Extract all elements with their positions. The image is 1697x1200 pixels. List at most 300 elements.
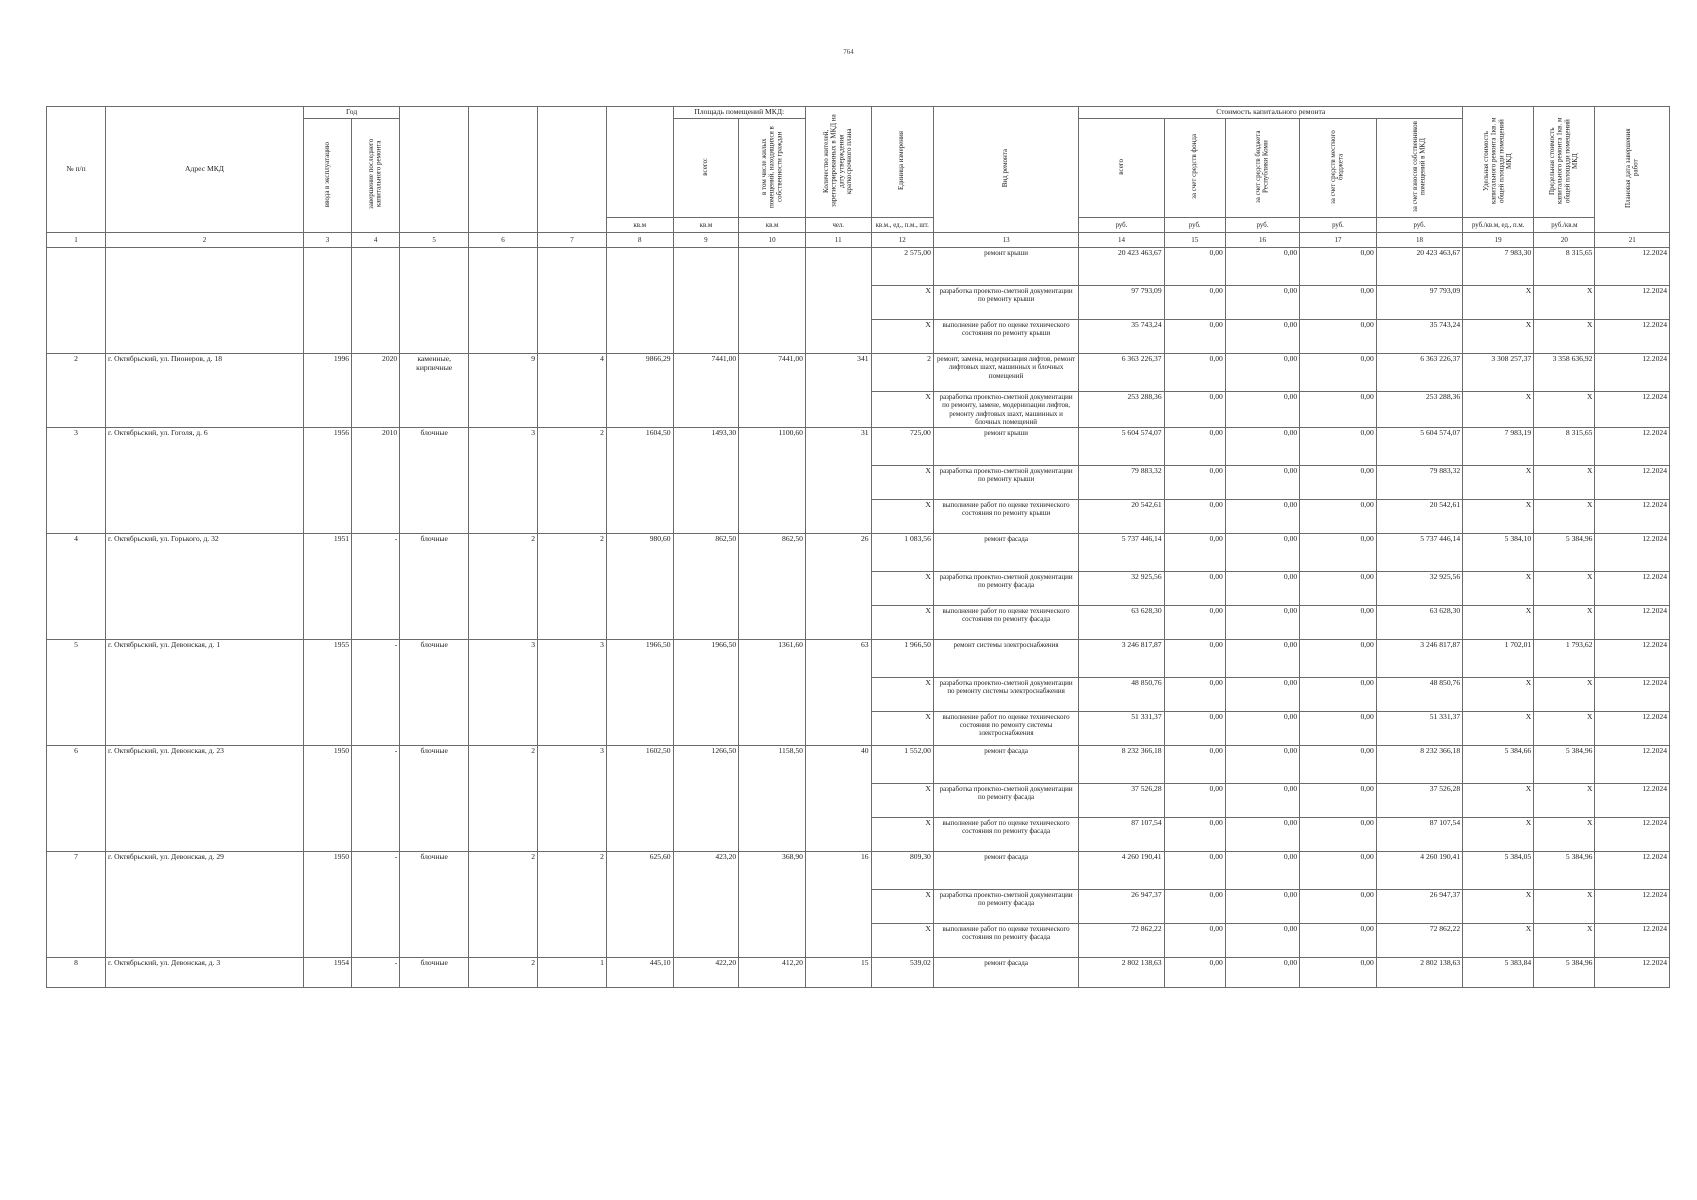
cost-local: 0,00 (1300, 533, 1377, 571)
max-cost: X (1534, 711, 1595, 745)
planned-date: 12.2024 (1595, 783, 1670, 817)
column-number: 5 (400, 233, 469, 248)
house-address: г. Октябрьский, ул. Горького, д. 32 (106, 533, 304, 639)
work-unit-value: X (871, 320, 933, 354)
cost-owners: 5 737 446,14 (1376, 533, 1462, 571)
specific-cost: X (1463, 605, 1534, 639)
specific-cost: X (1463, 711, 1534, 745)
cost-republic: 0,00 (1225, 889, 1299, 923)
cost-total: 63 628,30 (1079, 605, 1164, 639)
max-cost: X (1534, 889, 1595, 923)
work-type: выполнение работ по оценке технического состояния по ремонту крыши (933, 499, 1078, 533)
unit-cost-local: руб. (1300, 218, 1377, 233)
unit-specific-cost: руб./кв.м, ед., п.м. (1463, 218, 1534, 233)
cost-fund: 0,00 (1164, 354, 1225, 392)
cost-fund: 0,00 (1164, 851, 1225, 889)
column-number: 18 (1376, 233, 1462, 248)
area-total: 1966,50 (673, 639, 739, 745)
column-number: 11 (805, 233, 871, 248)
cost-fund: 0,00 (1164, 320, 1225, 354)
cost-owners: 72 862,22 (1376, 923, 1462, 957)
resident-count: 341 (805, 354, 871, 427)
work-unit-value: 1 966,50 (871, 639, 933, 677)
col-cost-local-header: за счет средств местного бюджета (1300, 118, 1377, 218)
specific-cost: X (1463, 286, 1534, 320)
work-type: разработка проектно-сметной документации по ремонту фасада (933, 571, 1078, 605)
planned-date: 12.2024 (1595, 889, 1670, 923)
col-max-cost-header: Предельная стоимость капитального ремонта 1кв. м общей площади помещений МКД (1534, 107, 1595, 218)
max-cost: X (1534, 392, 1595, 427)
column-number: 1 (47, 233, 106, 248)
work-unit-value: 1 083,56 (871, 533, 933, 571)
year-last-repair: - (352, 533, 400, 639)
cost-owners: 6 363 226,37 (1376, 354, 1462, 392)
col-year-repair-header: завершение последнего капитального ремонта (352, 118, 400, 233)
entrance-count: 2 (538, 533, 607, 639)
column-number: 4 (352, 233, 400, 248)
year-built: 1954 (303, 957, 351, 987)
work-unit-value: 539,02 (871, 957, 933, 987)
work-type: разработка проектно-сметной документации по ремонту, замене, модернизации лифтов, ремонту лифтовых шахт, машинных и блочных помещений (933, 392, 1078, 427)
specific-cost: 7 983,30 (1463, 248, 1534, 286)
cost-local: 0,00 (1300, 465, 1377, 499)
column-number: 8 (606, 233, 673, 248)
cost-total: 51 331,37 (1079, 711, 1164, 745)
year-last-repair: - (352, 957, 400, 987)
column-number: 14 (1079, 233, 1164, 248)
resident-count: 40 (805, 745, 871, 851)
total-area: 1602,50 (606, 745, 673, 851)
planned-date: 12.2024 (1595, 851, 1670, 889)
entrance-count: 4 (538, 354, 607, 427)
column-number: 19 (1463, 233, 1534, 248)
cost-owners: 26 947,37 (1376, 889, 1462, 923)
cost-republic: 0,00 (1225, 499, 1299, 533)
column-number: 20 (1534, 233, 1595, 248)
cost-local: 0,00 (1300, 286, 1377, 320)
work-type: выполнение работ по оценке технического состояния по ремонту фасада (933, 817, 1078, 851)
col-year-group-header: Год (303, 107, 399, 119)
wall-material: блочные (400, 639, 469, 745)
table-row (47, 248, 1670, 286)
cost-owners: 48 850,76 (1376, 677, 1462, 711)
col-cost-republic-header: за счет средств бюджета Республики Коми (1225, 118, 1299, 218)
col-specific-cost-header: Удельная стоимость капитального ремонта 1кв. м общей площади помещений МКД (1463, 107, 1534, 218)
cost-republic: 0,00 (1225, 745, 1299, 783)
year-last-repair: - (352, 745, 400, 851)
row-index: 7 (47, 851, 106, 957)
planned-date: 12.2024 (1595, 957, 1670, 987)
cost-total: 97 793,09 (1079, 286, 1164, 320)
cost-local: 0,00 (1300, 427, 1377, 465)
cost-total: 35 743,24 (1079, 320, 1164, 354)
col-material-header (400, 107, 469, 233)
work-type: разработка проектно-сметной документации по ремонту крыши (933, 465, 1078, 499)
total-area: 1966,50 (606, 639, 673, 745)
area-residential (739, 248, 806, 354)
total-area: 1604,50 (606, 427, 673, 533)
cost-fund: 0,00 (1164, 465, 1225, 499)
entrance-count (538, 248, 607, 354)
col-area-total-header: всего: (673, 118, 739, 218)
cost-total: 3 246 817,87 (1079, 639, 1164, 677)
specific-cost: X (1463, 571, 1534, 605)
work-type: выполнение работ по оценке технического состояния по ремонту фасада (933, 923, 1078, 957)
cost-fund: 0,00 (1164, 499, 1225, 533)
cost-fund: 0,00 (1164, 427, 1225, 465)
cost-local: 0,00 (1300, 248, 1377, 286)
specific-cost: 5 384,10 (1463, 533, 1534, 571)
wall-material: каменные, кирпичные (400, 354, 469, 427)
column-number: 16 (1225, 233, 1299, 248)
max-cost: 5 384,96 (1534, 957, 1595, 987)
planned-date: 12.2024 (1595, 286, 1670, 320)
row-index (47, 248, 106, 354)
specific-cost: X (1463, 677, 1534, 711)
page-number: 764 (843, 48, 854, 56)
resident-count: 15 (805, 957, 871, 987)
col-unit-header: Единица измерения (871, 107, 933, 218)
entrance-count: 2 (538, 851, 607, 957)
cost-republic: 0,00 (1225, 427, 1299, 465)
cost-republic: 0,00 (1225, 711, 1299, 745)
max-cost: X (1534, 605, 1595, 639)
cost-republic: 0,00 (1225, 817, 1299, 851)
cost-republic: 0,00 (1225, 533, 1299, 571)
cost-fund: 0,00 (1164, 639, 1225, 677)
work-type: ремонт фасада (933, 957, 1078, 987)
cost-total: 5 604 574,07 (1079, 427, 1164, 465)
column-number: 17 (1300, 233, 1377, 248)
specific-cost: 1 702,01 (1463, 639, 1534, 677)
total-area: 9866,29 (606, 354, 673, 427)
cost-republic: 0,00 (1225, 392, 1299, 427)
cost-fund: 0,00 (1164, 745, 1225, 783)
area-total: 423,20 (673, 851, 739, 957)
cost-owners: 63 628,30 (1376, 605, 1462, 639)
area-total: 7441,00 (673, 354, 739, 427)
work-unit-value: X (871, 923, 933, 957)
floor-count: 2 (469, 957, 538, 987)
cost-owners: 253 288,36 (1376, 392, 1462, 427)
column-number: 6 (469, 233, 538, 248)
resident-count: 16 (805, 851, 871, 957)
col-area-group-header: Площадь помещений МКД: (673, 107, 805, 119)
cost-republic: 0,00 (1225, 465, 1299, 499)
col-num-header: № п/п (47, 107, 106, 233)
cost-republic: 0,00 (1225, 605, 1299, 639)
col-planned-date-header: Плановая дата завершения работ (1595, 107, 1670, 233)
work-unit-value: X (871, 571, 933, 605)
area-total: 422,20 (673, 957, 739, 987)
cost-total: 20 542,61 (1079, 499, 1164, 533)
entrance-count: 3 (538, 639, 607, 745)
cost-total: 8 232 366,18 (1079, 745, 1164, 783)
max-cost: X (1534, 571, 1595, 605)
year-last-repair: 2020 (352, 354, 400, 427)
work-unit-value: X (871, 286, 933, 320)
row-index: 8 (47, 957, 106, 987)
cost-owners: 20 423 463,67 (1376, 248, 1462, 286)
cost-fund: 0,00 (1164, 711, 1225, 745)
unit-area-residential: кв.м (739, 218, 806, 233)
floor-count: 3 (469, 427, 538, 533)
max-cost: X (1534, 320, 1595, 354)
table-row (47, 851, 1670, 889)
cost-total: 48 850,76 (1079, 677, 1164, 711)
area-residential: 7441,00 (739, 354, 806, 427)
cost-local: 0,00 (1300, 571, 1377, 605)
area-residential: 1158,50 (739, 745, 806, 851)
work-unit-value: X (871, 605, 933, 639)
cost-total: 32 925,56 (1079, 571, 1164, 605)
cost-local: 0,00 (1300, 354, 1377, 392)
column-number: 9 (673, 233, 739, 248)
cost-local: 0,00 (1300, 783, 1377, 817)
cost-total: 4 260 190,41 (1079, 851, 1164, 889)
max-cost: 1 793,62 (1534, 639, 1595, 677)
table-row (47, 427, 1670, 465)
max-cost: X (1534, 783, 1595, 817)
cost-republic: 0,00 (1225, 957, 1299, 987)
house-address: г. Октябрьский, ул. Девонская, д. 1 (106, 639, 304, 745)
work-unit-value: 2 (871, 354, 933, 392)
wall-material (400, 248, 469, 354)
wall-material: блочные (400, 533, 469, 639)
row-index: 6 (47, 745, 106, 851)
unit-cost-fund: руб. (1164, 218, 1225, 233)
floor-count: 3 (469, 639, 538, 745)
cost-owners: 20 542,61 (1376, 499, 1462, 533)
area-residential: 1100,60 (739, 427, 806, 533)
house-address: г. Октябрьский, ул. Пионеров, д. 18 (106, 354, 304, 427)
cost-republic: 0,00 (1225, 923, 1299, 957)
planned-date: 12.2024 (1595, 320, 1670, 354)
cost-local: 0,00 (1300, 817, 1377, 851)
total-area: 980,60 (606, 533, 673, 639)
cost-fund: 0,00 (1164, 783, 1225, 817)
planned-date: 12.2024 (1595, 499, 1670, 533)
col-area-residential-header: в том числе жилых помещений, находящихся в собственности граждан (739, 118, 806, 218)
planned-date: 12.2024 (1595, 392, 1670, 427)
cost-local: 0,00 (1300, 745, 1377, 783)
resident-count (805, 248, 871, 354)
max-cost: 5 384,96 (1534, 533, 1595, 571)
cost-republic: 0,00 (1225, 851, 1299, 889)
col-total-area-header (606, 107, 673, 218)
year-last-repair: 2010 (352, 427, 400, 533)
cost-local: 0,00 (1300, 889, 1377, 923)
cost-fund: 0,00 (1164, 923, 1225, 957)
year-built: 1996 (303, 354, 351, 427)
work-type: разработка проектно-сметной документации по ремонту фасада (933, 783, 1078, 817)
work-type: ремонт крыши (933, 427, 1078, 465)
year-last-repair (352, 248, 400, 354)
cost-republic: 0,00 (1225, 677, 1299, 711)
col-cost-fund-header: за счет средств фонда (1164, 118, 1225, 218)
cost-total: 253 288,36 (1079, 392, 1164, 427)
unit-residents: чел. (805, 218, 871, 233)
unit-total-area: кв.м (606, 218, 673, 233)
unit-max-cost: руб./кв.м (1534, 218, 1595, 233)
column-number: 10 (739, 233, 806, 248)
row-index: 4 (47, 533, 106, 639)
year-built: 1950 (303, 851, 351, 957)
column-number: 7 (538, 233, 607, 248)
max-cost: X (1534, 677, 1595, 711)
cost-total: 20 423 463,67 (1079, 248, 1164, 286)
max-cost: X (1534, 499, 1595, 533)
cost-local: 0,00 (1300, 320, 1377, 354)
cost-total: 37 526,28 (1079, 783, 1164, 817)
planned-date: 12.2024 (1595, 605, 1670, 639)
planned-date: 12.2024 (1595, 354, 1670, 392)
work-unit-value: 2 575,00 (871, 248, 933, 286)
column-number: 3 (303, 233, 351, 248)
floor-count: 9 (469, 354, 538, 427)
unit-area-total: кв.м (673, 218, 739, 233)
cost-total: 5 737 446,14 (1079, 533, 1164, 571)
cost-owners: 2 802 138,63 (1376, 957, 1462, 987)
wall-material: блочные (400, 745, 469, 851)
table-row (47, 745, 1670, 783)
area-residential: 412,20 (739, 957, 806, 987)
work-type: выполнение работ по оценке технического состояния по ремонту крыши (933, 320, 1078, 354)
work-unit-value: X (871, 889, 933, 923)
cost-owners: 87 107,54 (1376, 817, 1462, 851)
house-address: г. Октябрьский, ул. Девонская, д. 3 (106, 957, 304, 987)
cost-republic: 0,00 (1225, 286, 1299, 320)
entrance-count: 3 (538, 745, 607, 851)
repair-register (46, 106, 1670, 988)
cost-total: 6 363 226,37 (1079, 354, 1164, 392)
col-year-built-header: ввода в эксплуатацию (303, 118, 351, 233)
column-numbers-row (47, 233, 1670, 248)
work-type: ремонт крыши (933, 248, 1078, 286)
col-entrances-header (538, 107, 607, 233)
floor-count: 2 (469, 533, 538, 639)
specific-cost: X (1463, 465, 1534, 499)
work-type: ремонт фасада (933, 851, 1078, 889)
column-number: 2 (106, 233, 304, 248)
cost-republic: 0,00 (1225, 320, 1299, 354)
col-cost-owners-header: за счет взносов собственников помещений в МКД (1376, 118, 1462, 218)
unit-cost-republic: руб. (1225, 218, 1299, 233)
work-unit-value: X (871, 677, 933, 711)
planned-date: 12.2024 (1595, 677, 1670, 711)
area-total: 1266,50 (673, 745, 739, 851)
wall-material: блочные (400, 427, 469, 533)
year-last-repair: - (352, 639, 400, 745)
work-unit-value: X (871, 817, 933, 851)
max-cost: X (1534, 817, 1595, 851)
year-last-repair: - (352, 851, 400, 957)
specific-cost: 3 308 257,37 (1463, 354, 1534, 392)
row-index: 5 (47, 639, 106, 745)
specific-cost: X (1463, 817, 1534, 851)
row-index: 3 (47, 427, 106, 533)
work-type: разработка проектно-сметной документации по ремонту крыши (933, 286, 1078, 320)
table-row (47, 957, 1670, 987)
entrance-count: 2 (538, 427, 607, 533)
cost-owners: 97 793,09 (1376, 286, 1462, 320)
cost-local: 0,00 (1300, 392, 1377, 427)
floor-count: 2 (469, 851, 538, 957)
work-unit-value: X (871, 783, 933, 817)
cost-owners: 32 925,56 (1376, 571, 1462, 605)
total-area: 625,60 (606, 851, 673, 957)
table-header (47, 107, 1670, 248)
work-unit-value: X (871, 499, 933, 533)
cost-total: 87 107,54 (1079, 817, 1164, 851)
max-cost: 8 315,65 (1534, 248, 1595, 286)
col-residents-header: Количество жителей, зарегистрированных в МКД на дату утверждения краткосрочного плана (805, 107, 871, 218)
cost-owners: 51 331,37 (1376, 711, 1462, 745)
cost-local: 0,00 (1300, 957, 1377, 987)
planned-date: 12.2024 (1595, 711, 1670, 745)
specific-cost: X (1463, 499, 1534, 533)
cost-fund: 0,00 (1164, 605, 1225, 639)
floor-count (469, 248, 538, 354)
work-unit-value: X (871, 392, 933, 427)
cost-owners: 35 743,24 (1376, 320, 1462, 354)
planned-date: 12.2024 (1595, 639, 1670, 677)
cost-local: 0,00 (1300, 923, 1377, 957)
column-number: 12 (871, 233, 933, 248)
unit-cost-total: руб. (1079, 218, 1164, 233)
cost-fund: 0,00 (1164, 533, 1225, 571)
planned-date: 12.2024 (1595, 923, 1670, 957)
resident-count: 26 (805, 533, 871, 639)
cost-republic: 0,00 (1225, 354, 1299, 392)
work-type: разработка проектно-сметной документации по ремонту фасада (933, 889, 1078, 923)
planned-date: 12.2024 (1595, 745, 1670, 783)
specific-cost: 7 983,19 (1463, 427, 1534, 465)
max-cost: X (1534, 923, 1595, 957)
year-built: 1956 (303, 427, 351, 533)
column-number: 21 (1595, 233, 1670, 248)
planned-date: 12.2024 (1595, 817, 1670, 851)
specific-cost: 5 384,05 (1463, 851, 1534, 889)
cost-total: 72 862,22 (1079, 923, 1164, 957)
resident-count: 63 (805, 639, 871, 745)
work-type: ремонт, замена, модернизация лифтов, ремонт лифтовых шахт, машинных и блочных помещений (933, 354, 1078, 392)
cost-local: 0,00 (1300, 605, 1377, 639)
col-cost-group-header: Стоимость капитального ремонта (1079, 107, 1463, 119)
cost-local: 0,00 (1300, 851, 1377, 889)
cost-fund: 0,00 (1164, 248, 1225, 286)
cost-owners: 8 232 366,18 (1376, 745, 1462, 783)
specific-cost: 5 384,66 (1463, 745, 1534, 783)
house-address: г. Октябрьский, ул. Девонская, д. 23 (106, 745, 304, 851)
unit-unit-of-measure: кв.м., ед., п.м., шт. (871, 218, 933, 233)
work-type: разработка проектно-сметной документации по ремонту системы электроснабжения (933, 677, 1078, 711)
work-unit-value: 725,00 (871, 427, 933, 465)
work-type: выполнение работ по оценке технического состояния по ремонту системы электроснабжения (933, 711, 1078, 745)
cost-fund: 0,00 (1164, 286, 1225, 320)
work-type: ремонт системы электроснабжения (933, 639, 1078, 677)
cost-owners: 3 246 817,87 (1376, 639, 1462, 677)
specific-cost: X (1463, 889, 1534, 923)
wall-material: блочные (400, 851, 469, 957)
area-residential: 862,50 (739, 533, 806, 639)
max-cost: X (1534, 286, 1595, 320)
work-unit-value: X (871, 465, 933, 499)
planned-date: 12.2024 (1595, 465, 1670, 499)
specific-cost: X (1463, 783, 1534, 817)
col-floors-header (469, 107, 538, 233)
area-total (673, 248, 739, 354)
